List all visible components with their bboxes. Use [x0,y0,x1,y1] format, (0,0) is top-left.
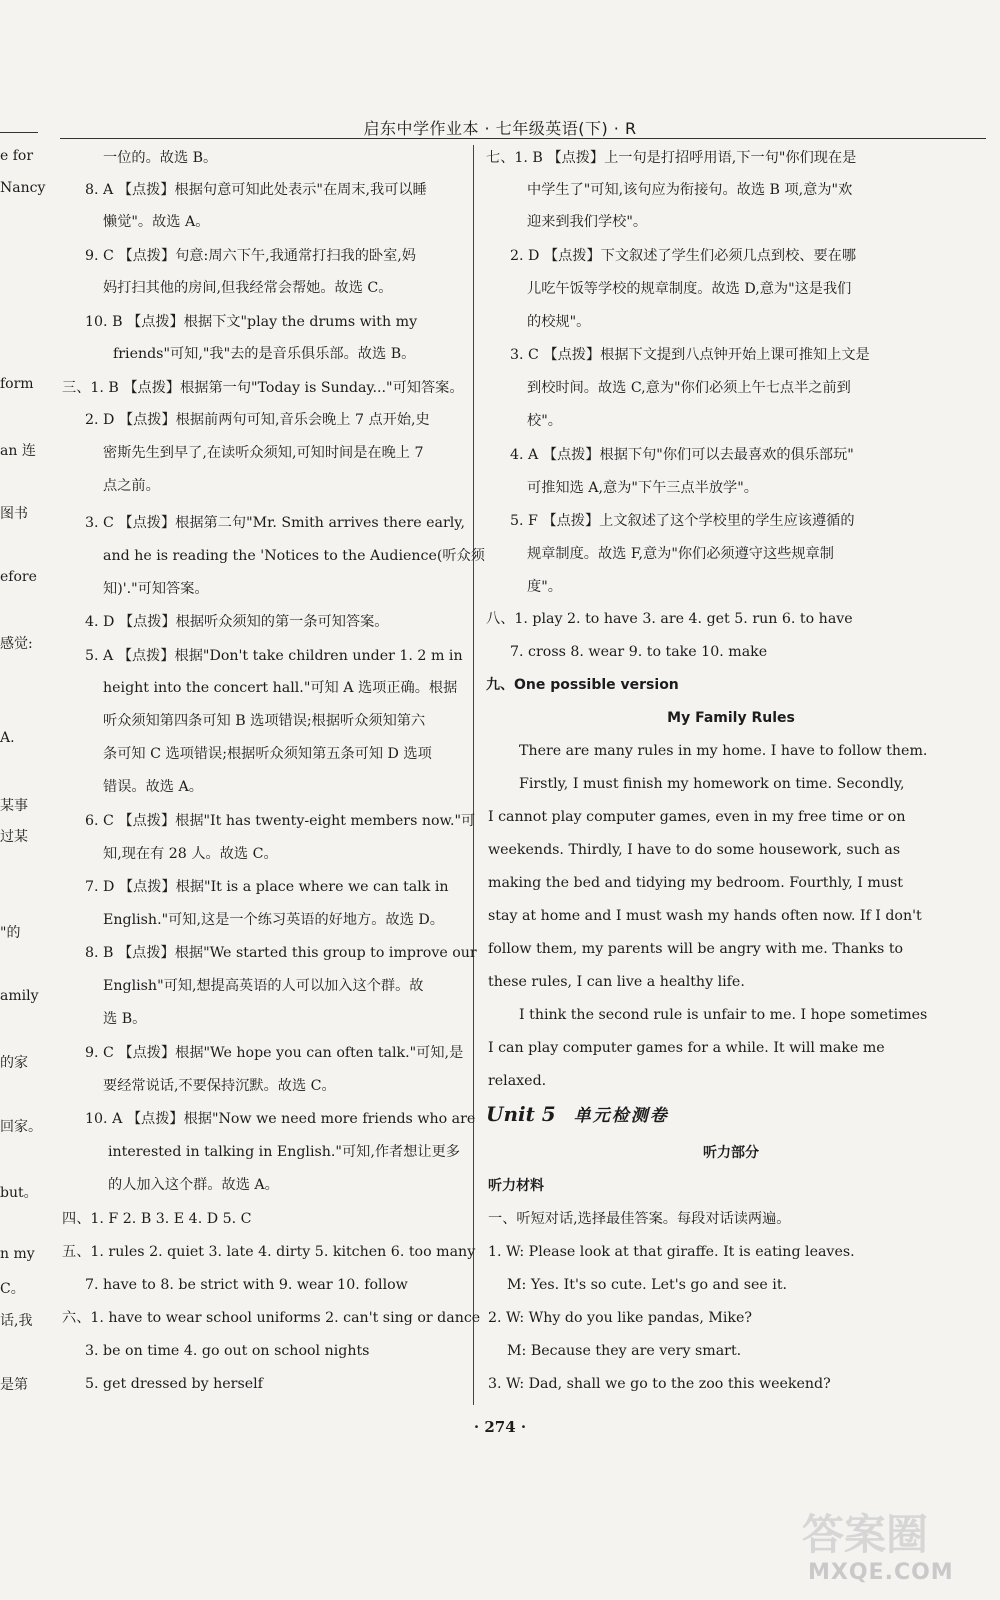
answer-line: 听众须知第四条可知 B 选项错误;根据听众须知第六 [103,713,426,729]
answer-line: friends"可知,"我"去的是音乐俱乐部。故选 B。 [113,346,416,362]
answer-line: 8. A 【点拨】根据句意可知此处表示"在周末,我可以睡 [85,182,427,198]
answer-line: 5. F 【点拨】上文叙述了这个学校里的学生应该遵循的 [510,513,855,529]
answer-line: 一位的。故选 B。 [103,150,218,166]
edge-fragment: amily [0,988,39,1004]
answer-line: 三、1. B 【点拨】根据第一句"Today is Sunday..."可知答案。 [62,380,464,396]
answer-line: 5. get dressed by herself [85,1376,263,1392]
answer-line: 知)'."可知答案。 [103,581,209,597]
answer-line: English"可知,想提高英语的人可以加入这个群。故 [103,978,424,994]
edge-fragment: n my [0,1246,35,1262]
edge-fragment: C。 [0,1281,25,1297]
answer-line: 7. cross 8. wear 9. to take 10. make [510,644,768,660]
answer-line: 7. D 【点拨】根据"It is a place where we can talk in [85,879,449,895]
answer-line: and he is reading the 'Notices to the Audience(听众须 [103,548,485,564]
unit-heading [486,1101,669,1126]
answer-line: 到校时间。故选 C,意为"你们必须上午七点半之前到 [527,380,851,396]
answer-line: There are many rules in my home. I have to follow them. [519,743,928,759]
answer-line: 1. W: Please look at that giraffe. It is eating leaves. [488,1244,855,1260]
edge-fragment: 是第 [0,1377,28,1393]
answer-line: 度"。 [527,579,562,595]
edge-fragment: e for [0,148,34,164]
answer-line: 密斯先生到早了,在读听众须知,可知时间是在晚上 7 [103,445,424,461]
answer-line: interested in talking in English."可知,作者想让更多 [108,1144,460,1160]
answer-line: English."可知,这是一个练习英语的好地方。故选 D。 [103,912,444,928]
answer-line: 3. C 【点拨】根据下文提到八点钟开始上课可推知上文是 [510,347,870,363]
answer-line: 儿吃午饭等学校的规章制度。故选 D,意为"这是我们 [527,281,852,297]
answer-line: 校"。 [527,413,562,429]
answer-line: 10. A 【点拨】根据"Now we need more friends who are [85,1111,476,1127]
answer-line: 中学生了"可知,该句应为衔接句。故选 B 项,意为"欢 [527,182,853,198]
answer-line: weekends. Thirdly, I have to do some housework, such as [488,842,901,858]
answer-line: I think the second rule is unfair to me. I hope sometimes [519,1007,928,1023]
answer-line: 9. C 【点拨】根据"We hope you can often talk."可知,是 [85,1045,464,1061]
answer-line: M: Because they are very smart. [507,1343,742,1359]
answer-line: 一、听短对话,选择最佳答案。每段对话读两遍。 [488,1211,791,1227]
edge-fragment: form [0,376,34,392]
page-header-title: 启东中学作业本 · 七年级英语(下) · R [363,119,637,138]
unit-subtitle: 单元检测卷 [573,1106,669,1126]
answer-line: 的人加入这个群。故选 A。 [108,1177,279,1193]
answer-line: 选 B。 [103,1011,147,1027]
answer-line: 10. B 【点拨】根据下文"play the drums with my [85,314,418,330]
answer-line: I cannot play computer games, even in my free time or on [488,809,906,825]
edge-fragment: 的家 [0,1055,28,1071]
answer-line: 可推知选 A,意为"下午三点半放学"。 [527,480,758,496]
answer-line: 的校规"。 [527,314,591,330]
answer-line: 6. C 【点拨】根据"It has twenty-eight members now."可 [85,813,476,829]
answer-line: 5. A 【点拨】根据"Don't take children under 1. 2 m in [85,648,463,664]
unit-number: Unit 5 [486,1102,556,1126]
answer-line: 4. A 【点拨】根据下句"你们可以去最喜欢的俱乐部玩" [510,447,854,463]
listening-part-heading: 听力部分 [703,1145,759,1161]
answer-line: 3. C 【点拨】根据第二句"Mr. Smith arrives there early, [85,515,465,531]
page-number: · 274 · [473,1418,527,1436]
answer-line: 3. be on time 4. go out on school nights [85,1343,370,1359]
edge-fragment: 回家。 [0,1119,42,1135]
answer-line: 7. have to 8. be strict with 9. wear 10. follow [85,1277,408,1293]
answer-line: 知,现在有 28 人。故选 C。 [103,846,278,862]
answer-line: 六、1. have to wear school uniforms 2. can't sing or dance [62,1310,481,1326]
answer-line: 妈打扫其他的房间,但我经常会帮她。故选 C。 [103,280,393,296]
answer-line: 懒觉"。故选 A。 [103,214,210,230]
edge-fragment: "的 [0,925,21,941]
answer-line: 8. B 【点拨】根据"We started this group to improve our [85,945,477,961]
answer-line: 要经常说话,不要保持沉默。故选 C。 [103,1078,336,1094]
answer-line: stay at home and I must wash my hands often now. If I don't [488,908,922,924]
answer-line: I can play computer games for a while. It will make me [488,1040,885,1056]
answer-line: M: Yes. It's so cute. Let's go and see it. [507,1277,788,1293]
answer-line: height into the concert hall."可知 A 选项正确。根据 [103,680,458,696]
edge-fragment: 话,我 [0,1313,33,1329]
header-rule [60,138,986,139]
answer-line: 4. D 【点拨】根据听众须知的第一条可知答案。 [85,614,389,630]
answer-line: 条可知 C 选项错误;根据听众须知第五条可知 D 选项 [103,746,432,762]
edge-fragment: but。 [0,1185,38,1201]
answer-line: follow them, my parents will be angry with me. Thanks to [488,941,904,957]
section-9-label: 九、One possible version [486,677,679,693]
answer-line: 规章制度。故选 F,意为"你们必须遵守这些规章制 [527,546,834,562]
edge-fragment: efore [0,569,37,585]
answer-line: 四、1. F 2. B 3. E 4. D 5. C [62,1211,252,1227]
answer-line: 2. D 【点拨】根据前两句可知,音乐会晚上 7 点开始,史 [85,412,430,428]
edge-fragment: 感觉: [0,636,33,652]
watermark-mark: 答案圈 [802,1510,929,1559]
answer-line: making the bed and tidying my bedroom. Fourthly, I must [488,875,903,891]
answer-line: relaxed. [488,1073,547,1089]
watermark-logo [800,1500,990,1596]
essay-title: My Family Rules [667,710,795,726]
answer-line: 七、1. B 【点拨】上一句是打招呼用语,下一句"你们现在是 [486,150,857,166]
column-divider [473,145,474,1405]
answer-line: 3. W: Dad, shall we go to the zoo this weekend? [488,1376,831,1392]
answer-line: 迎来到我们学校"。 [527,214,648,230]
answer-line: 9. C 【点拨】句意:周六下午,我通常打扫我的卧室,妈 [85,248,416,264]
answer-line: Firstly, I must finish my homework on time. Secondly, [519,776,905,792]
edge-fragment: 过某 [0,829,28,845]
edge-fragment: A. [0,730,15,746]
answer-line: 八、1. play 2. to have 3. are 4. get 5. run 6. to have [486,611,853,627]
edge-fragment: an 连 [0,443,36,459]
answer-line: 错误。故选 A。 [103,779,203,795]
edge-fragment: Nancy [0,180,46,196]
listening-materials-heading: 听力材料 [488,1178,544,1194]
answer-line: 2. D 【点拨】下文叙述了学生们必须几点到校、要在哪 [510,248,857,264]
edge-fragment: 图书 [0,506,28,522]
answer-line: 五、1. rules 2. quiet 3. late 4. dirty 5. kitchen 6. too many [62,1244,476,1260]
answer-line: 2. W: Why do you like pandas, Mike? [488,1310,753,1326]
left-edge-cut-text [0,0,46,1600]
answer-line: these rules, I can live a healthy life. [488,974,745,990]
edge-fragment: 某事 [0,798,28,814]
answer-line: 点之前。 [103,478,160,494]
watermark-text: MXQE.COM [808,1560,954,1585]
